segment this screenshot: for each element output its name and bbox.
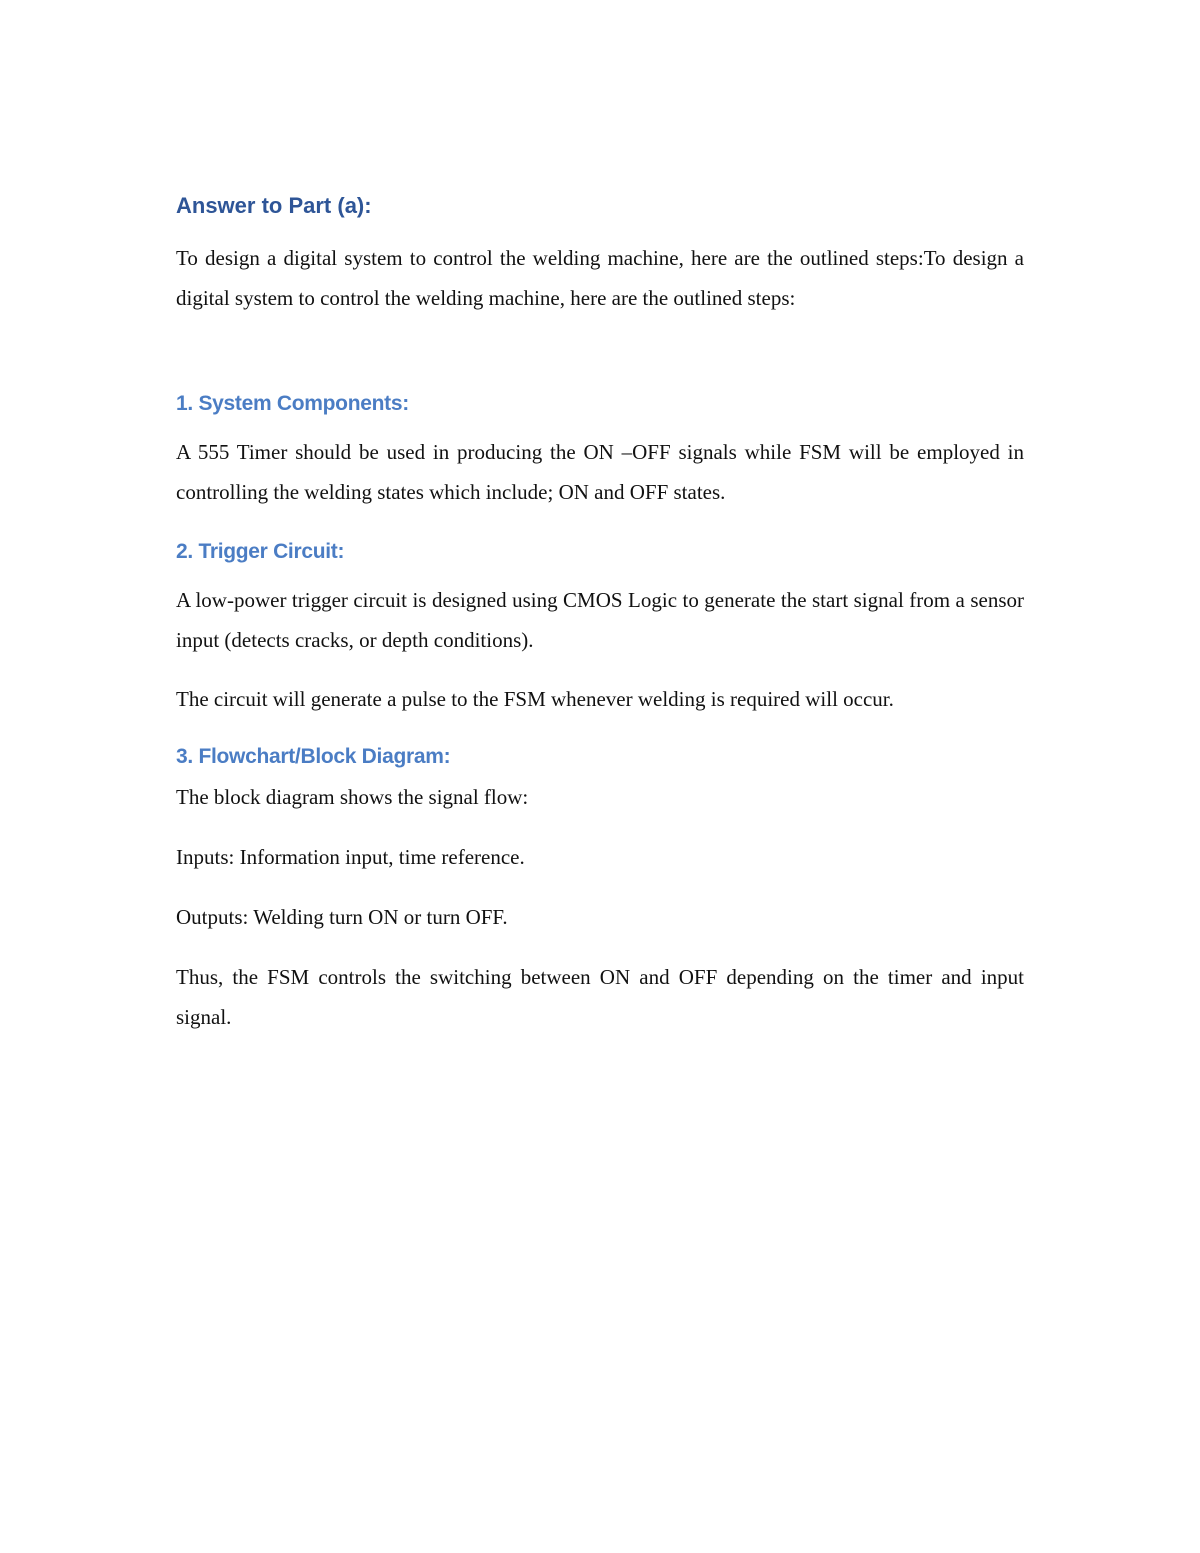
spacer — [176, 318, 1024, 386]
section-heading-system-components: 1. System Components: — [176, 392, 409, 415]
section-paragraph: The circuit will generate a pulse to the FSM whenever welding is required will occur. — [176, 687, 894, 711]
section-paragraph: Outputs: Welding turn ON or turn OFF. — [176, 905, 508, 929]
section-paragraph: A 555 Timer should be used in producing the ON –OFF signals while FSM will be employed in controlling the welding states which include; ON and OFF states. — [176, 440, 1024, 504]
section-paragraph: The block diagram shows the signal flow: — [176, 785, 529, 809]
section-heading-flowchart-block-diagram: 3. Flowchart/Block Diagram: — [176, 745, 451, 768]
section-paragraph: Thus, the FSM controls the switching between ON and OFF depending on the timer and input signal. — [176, 965, 1024, 1029]
page-title: Answer to Part (a): — [176, 193, 372, 218]
section-paragraph: A low-power trigger circuit is designed using CMOS Logic to generate the start signal from a sensor input (detects cracks, or depth conditions). — [176, 588, 1024, 652]
document-content — [176, 188, 1024, 1037]
section-heading-trigger-circuit: 2. Trigger Circuit: — [176, 540, 345, 563]
section-paragraph: Inputs: Information input, time reference. — [176, 845, 525, 869]
intro-paragraph: To design a digital system to control the welding machine, here are the outlined steps:To design a digital system to control the welding machine, here are the outlined steps: — [176, 246, 1024, 310]
